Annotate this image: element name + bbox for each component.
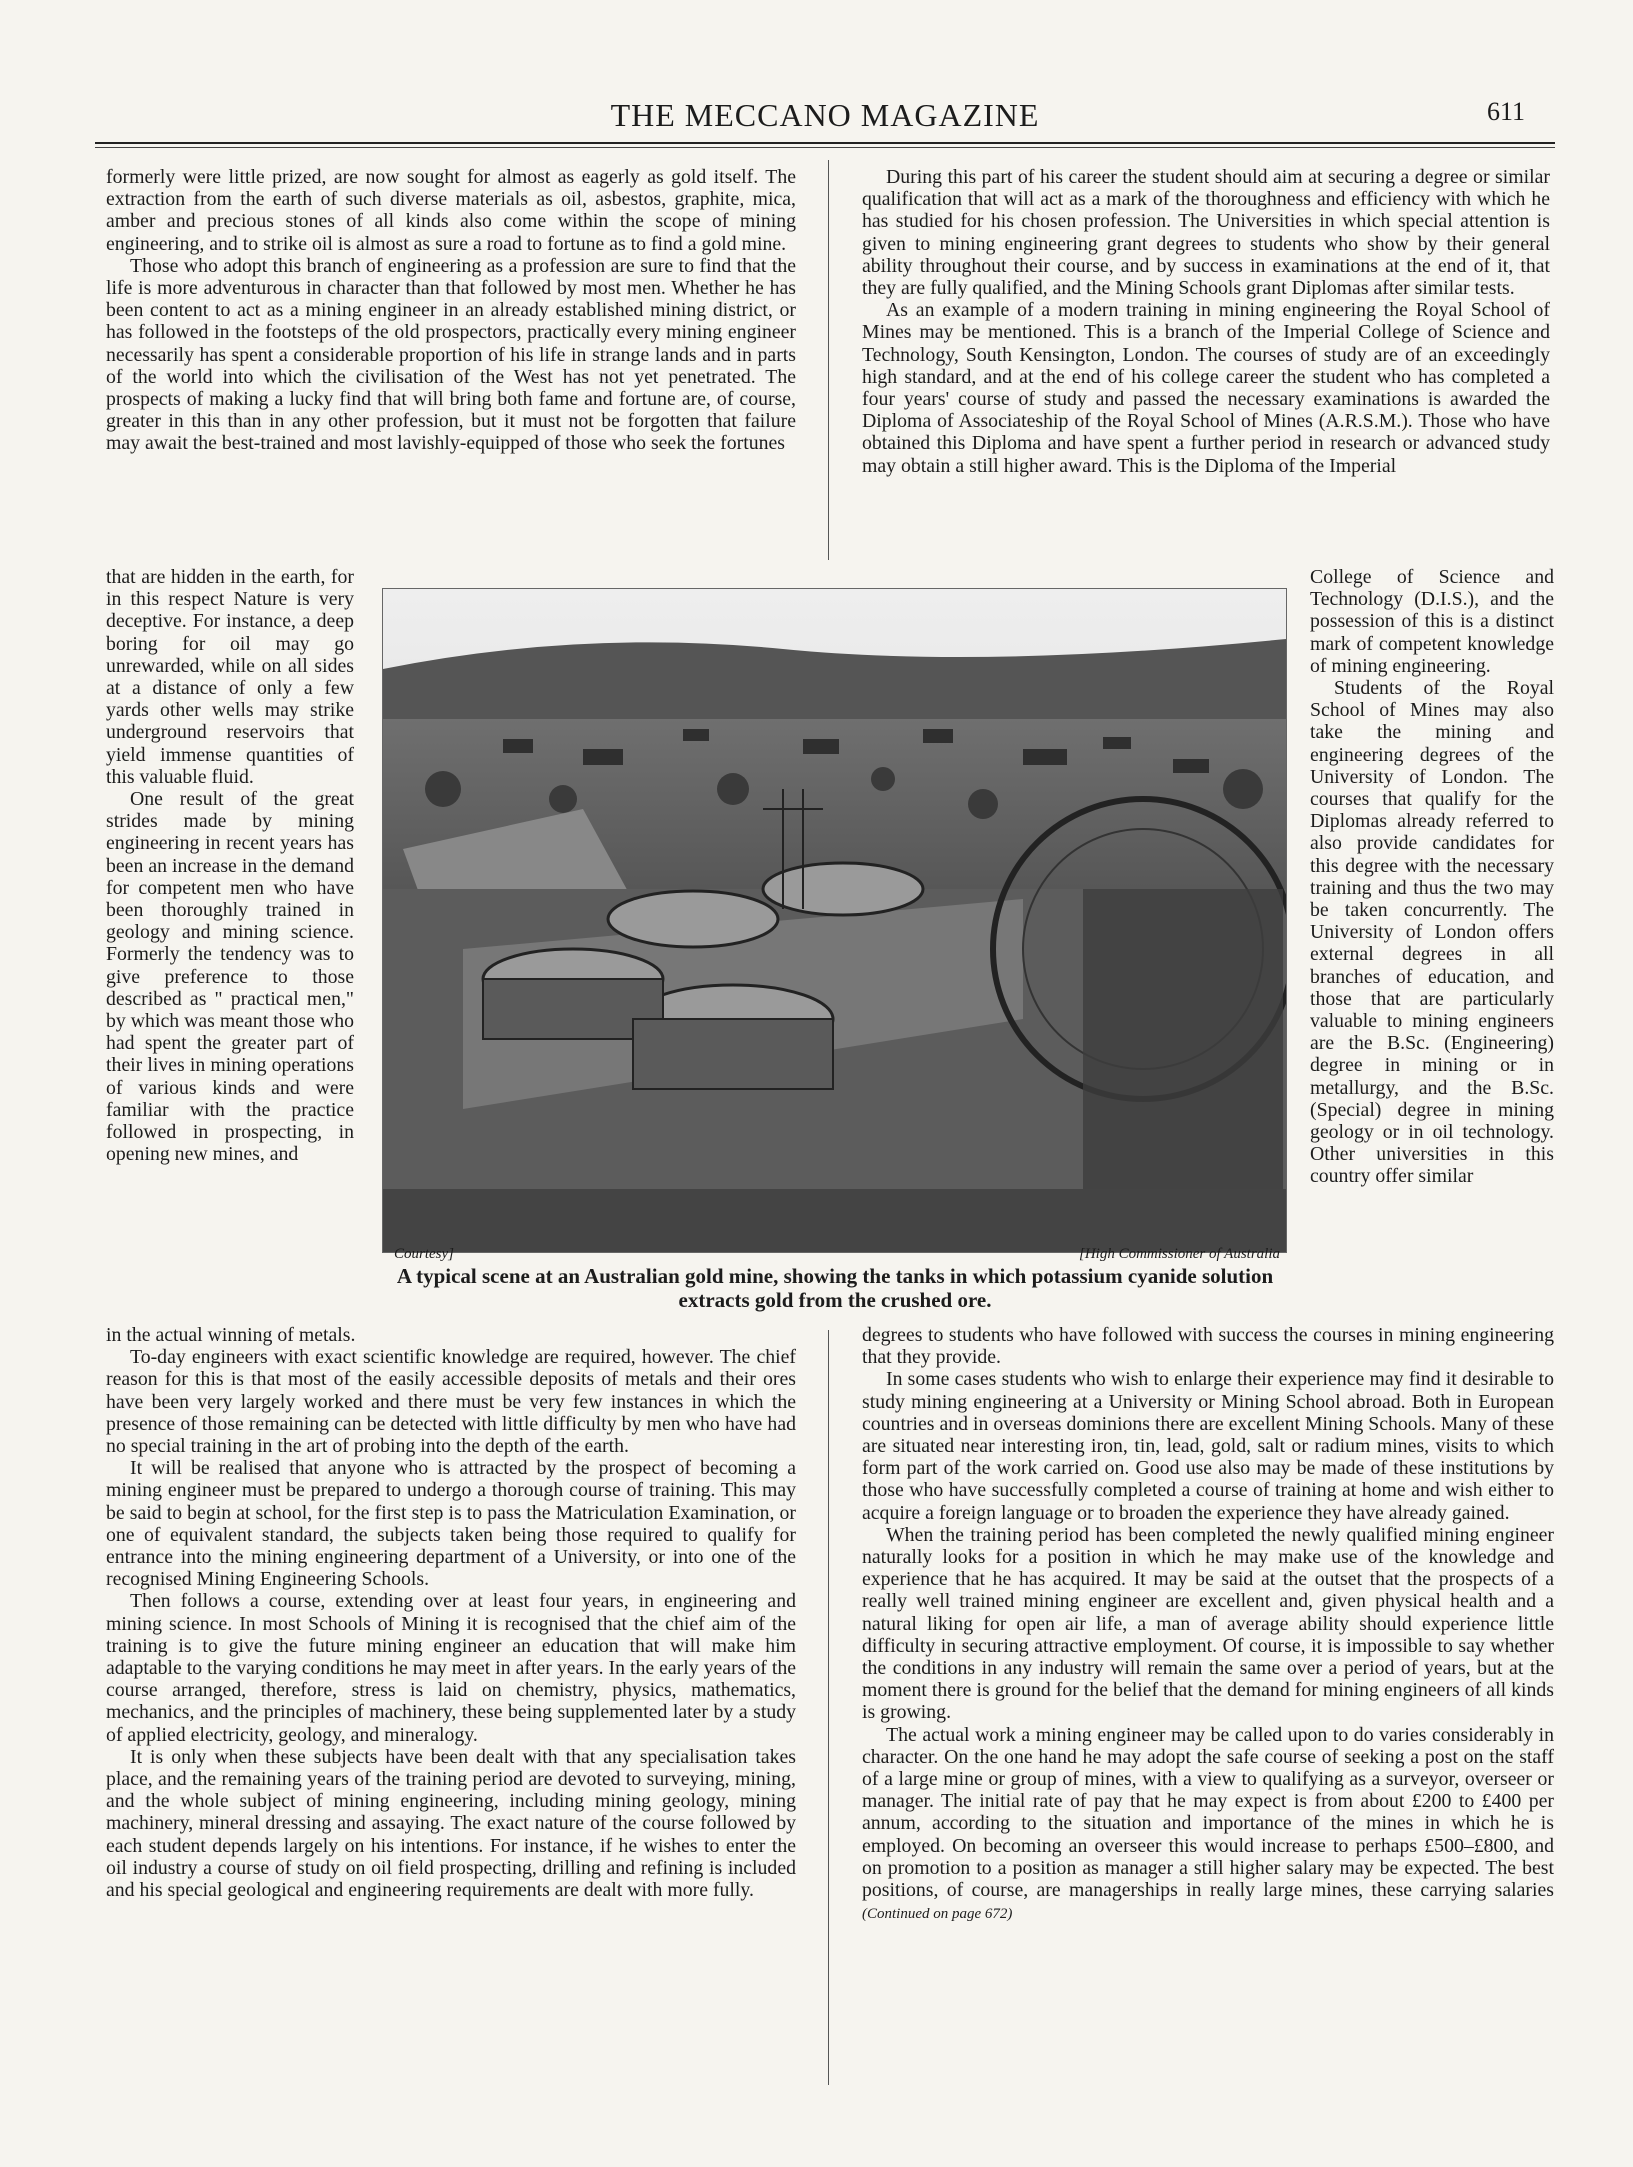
figure-caption: A typical scene at an Australian gold mine, showing the tanks in which potassium cyanide solution extracts gold from the crushed ore. xyxy=(396,1264,1274,1312)
paragraph: degrees to students who have followed with success the courses in mining engineering that they provide. xyxy=(862,1324,1554,1369)
gold-mine-photograph xyxy=(382,588,1287,1253)
paragraph: Then follows a course, extending over at least four years, in engineering and mining science. In most Schools of Mining it is recognised that the chief aim of the training is to give the future mining engineer an education that will make him adaptable to the varying conditions he may meet in after years. In the early years of the course arranged, therefore, stress is laid on chemistry, physics, mathematics, mechanics, and the principles of machinery, these being supplemented later by a study of applied electricity, geology, and mineralogy. xyxy=(106,1590,796,1746)
right-column-beside-figure xyxy=(1310,566,1554,1188)
paragraph: Those who adopt this branch of engineering as a profession are sure to find that the life is more adventurous in character than that followed by most men. Whether he has been content to act as a mining engineer in an already established mining district, or has followed in the footsteps of the old prospectors, practically every mining engineer necessarily has spent a considerable proportion of his life in strange lands and in parts of the world into which the civilisation of the West has not yet penetrated. The prospects of making a lucky find that will bring both fame and fortune are, of course, greater in this than in any other profession, but it must not be forgotten that failure may await the best-trained and most lavishly-equipped of those who seek the fortunes xyxy=(106,254,796,455)
paragraph: that are hidden in the earth, for in this respect Nature is very deceptive. For instance, a deep boring for oil may go unrewarded, while on all sides at a distance of only a few yards other wells may strike underground reservoirs that yield immense quantities of this valuable fluid. xyxy=(106,566,354,788)
right-column-top xyxy=(862,166,1550,477)
paragraph: When the training period has been completed the newly qualified mining engineer naturally looks for a position in which he may make use of the knowledge and experience that he has acquired. It may be said at the outset that the prospects of a really well trained mining engineer are excellent and, given physical health and a natural liking for open air life, a man of average ability should experience little difficulty in securing attractive employment. Of course, it is impossible to say whether the conditions in any industry will remain the same over a period of years, but at the moment there is ground for the belief that the demand for mining engineers of all kinds is growing. xyxy=(862,1523,1554,1724)
header-rule xyxy=(95,142,1555,144)
credit-left: Courtesy] xyxy=(394,1246,454,1262)
paragraph: formerly were little prized, are now sought for almost as eagerly as gold itself. The extraction from the earth of such diverse materials as oil, asbestos, graphite, mica, amber and precious stones of all kinds also come within the scope of mining engineering, and to strike oil is almost as sure a road to fortune as to find a gold mine. xyxy=(106,166,796,255)
paragraph-text: The actual work a mining engineer may be called upon to do varies considerably in character. On the one hand he may adopt the safe course of seeking a post on the staff of a large mine or group of mines, with a view to qualifying as a surveyor, overseer or manager. The initial rate of pay that he may expect is from about £200 to £400 per annum, according to the situation and importance of the mines in which he is employed. On becoming an overseer this would increase to perhaps £500–£800, and on promotion to a position as manager a still higher salary may be expected. The best positions, of course, are managerships in really large mines, these carrying salaries xyxy=(862,1723,1554,1902)
paragraph: It will be realised that anyone who is attracted by the prospect of becoming a mining engineer must be prepared to undergo a thorough course of training. This may be said to begin at school, for the first step is to pass the Matriculation Examination, or one of equivalent standard, the subjects taken being those required to qualify for entrance into the mining engineering department of a University, or into one of the recognised Mining Engineering Schools. xyxy=(106,1457,796,1591)
left-column-bottom xyxy=(106,1324,796,1901)
paragraph: in the actual winning of metals. xyxy=(106,1324,356,1346)
left-column-top xyxy=(106,166,796,455)
photo-illustration xyxy=(383,589,1286,1252)
left-column-beside-figure xyxy=(106,566,354,1165)
paragraph: One result of the great strides made by mining engineering in recent years has been an increase in the demand for competent men who have been thoroughly trained in geology and mining science. Formerly the tendency was to give preference to those described as " practical men," by which was meant those who had spent the greater part of their lives in mining operations of various kinds and were familiar with the practice followed in prospecting, in opening new mines, and xyxy=(106,788,354,1166)
paragraph: As an example of a modern training in mining engineering the Royal School of Mines may be mentioned. This is a branch of the Imperial College of Science and Technology, South Kensington, London. The courses of study are of an exceedingly high standard, and at the end of his college career the student who has completed a four years' course of study and passed the necessary examinations is awarded the Diploma of Associateship of the Royal School of Mines (A.R.S.M.). Those who have obtained this Diploma and have spent a further period in research or advanced study may obtain a still higher award. This is the Diploma of the Imperial xyxy=(862,299,1550,477)
paragraph: Students of the Royal School of Mines may also take the mining and engineering degrees of the University of London. The courses that qualify for the Diplomas already referred to also provide candidates for this degree with the necessary training and thus the two may be taken concurrently. The University of London offers external degrees in all branches of education, and those that are particularly valuable to mining engineers are the B.Sc. (Engineering) degree in mining or in metallurgy, and the B.Sc. (Special) degree in mining geology or in oil technology. Other universities in this country offer similar xyxy=(1310,677,1554,1188)
paragraph: To-day engineers with exact scientific knowledge are required, however. The chief reason for this is that most of the easily accessible deposits of metals and their ores have been very largely worked and there must be very few instances in which the presence of those remaining can be detected with little difficulty by men who have had no special training in the art of probing into the depth of the earth. xyxy=(106,1346,796,1458)
paragraph: During this part of his career the student should aim at securing a degree or similar qualification that will act as a mark of the thoroughness and efficiency with which he has studied for his chosen profession. The Universities in which special attention is given to mining engineering grant degrees to students who show by their general ability throughout their course, and by success in examinations at the end of it, that they are fully qualified, and the Mining Schools grant Diplomas after similar tests. xyxy=(862,166,1550,300)
credit-right: [High Commissioner of Australia xyxy=(1079,1246,1280,1262)
paragraph xyxy=(862,1724,1554,1926)
column-divider-bottom xyxy=(828,1330,829,2085)
paragraph: College of Science and Technology (D.I.S.), and the possession of this is a distinct mark of competent knowledge of mining engineering. xyxy=(1310,566,1554,677)
right-column-bottom xyxy=(862,1324,1554,1925)
header-rule-thin xyxy=(95,147,1555,148)
magazine-title: THE MECCANO MAGAZINE xyxy=(610,97,1040,133)
paragraph: In some cases students who wish to enlarge their experience may find it desirable to study mining engineering at a University or Mining School abroad. Both in European countries and in overseas dominions there are excellent Mining Schools. Many of these are situated near interesting iron, tin, lead, gold, salt or radium mines, visits to which form part of the work carried on. Good use also may be made of these institutions by those who have successfully completed a course of training at home and wish either to acquire a foreign language or to broaden the experience they have already gained. xyxy=(862,1368,1554,1524)
continued-note: (Continued on page 672) xyxy=(862,1906,1013,1923)
page-header xyxy=(95,95,1555,135)
page-number: 611 xyxy=(1486,97,1525,126)
column-divider-top xyxy=(828,160,829,560)
paragraph: It is only when these subjects have been dealt with that any specialisation takes place, and the remaining years of the training period are devoted to surveying, mining, and the whole subject of mining engineering, including mining geology, mining machinery, mineral dressing and assaying. The exact nature of the course followed by each student depends largely on his intentions. For instance, if he wishes to enter the oil industry a course of study on oil field prospecting, drilling and refining is included and his special geological and engineering requirements are dealt with more fully. xyxy=(106,1745,796,1902)
